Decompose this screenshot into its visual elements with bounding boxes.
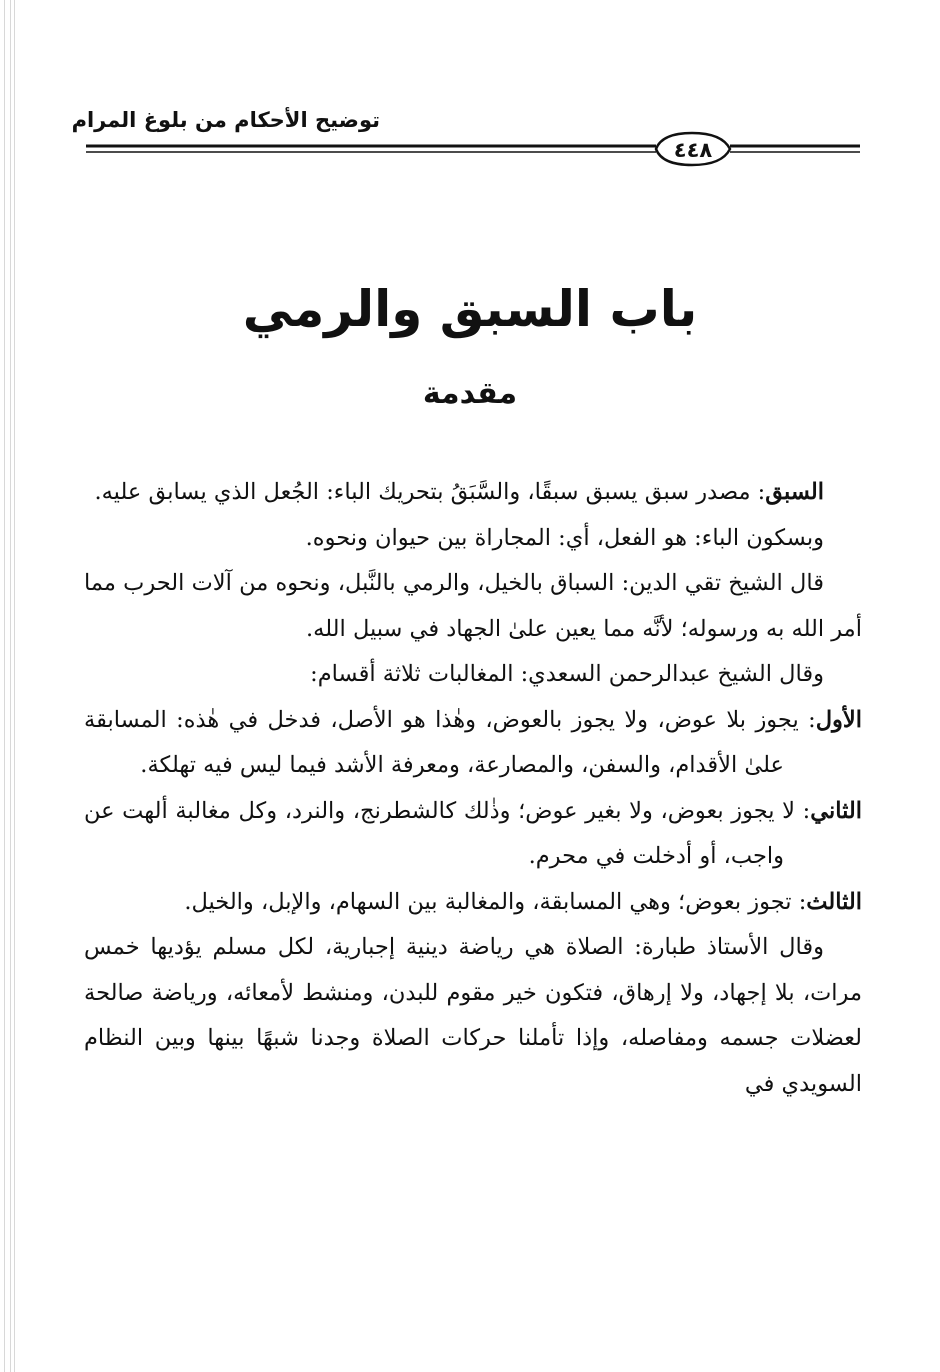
item-text: : لا يجوز بعوض، ولا بغير عوض؛ وذٰلك كالشطرنج، والنرد، وكل مغالبة ألهت عن واجب، أو أدخلت في محرم. [84, 797, 811, 869]
paragraph: وقال الشيخ عبدالرحمن السعدي: المغالبات ثلاثة أقسام: [310, 661, 824, 687]
page-edge-line [14, 0, 15, 1372]
item-label: الأول [815, 706, 862, 733]
paragraph-text: : مصدر سبق يسبق سبقًا، والسَّبَقُ بتحريك الباء: الجُعل الذي يسابق عليه. [94, 479, 766, 505]
paragraph: وقال الأستاذ طبارة: الصلاة هي رياضة دينية إجبارية، لكل مسلم يؤديها خمس مرات، بلا إجهاد، ولا إرهاق، فتكون خير مقوم للبدن، ومنشط لأمعائه، ورياضة صالحة لعضلات جسمه ومفاصله، وإذا تأملنا حركات الصلاة وجدنا شبهًا بينها وبين النظام السويدي في [84, 934, 862, 1097]
item-label: الثاني [810, 797, 862, 824]
body-text [84, 470, 862, 1107]
item-text: : تجوز بعوض؛ وهي المسابقة، والمغالبة بين السهام، والإبل، والخيل. [184, 888, 807, 915]
paragraph-definition [84, 470, 862, 516]
list-item-second [84, 789, 862, 880]
header-rule [86, 128, 860, 168]
term-label: السبق [765, 479, 824, 505]
page-edge-line [4, 0, 5, 1372]
section-title: مقدمة [422, 376, 518, 411]
item-text: : يجوز بلا عوض، ولا يجوز بالعوض، وهٰذا هو الأصل، فدخل في هٰذه: المسابقة علىٰ الأقدام، والسفن، والمصارعة، ومعرفة الأشد فيما ليس فيه تهلكة. [84, 706, 816, 778]
page-number: ٤٤٨ [673, 138, 713, 162]
paragraph: قال الشيخ تقي الدين: السباق بالخيل، والرمي بالنَّبل، ونحوه من آلات الحرب مما أمر الله به ورسوله؛ لأنَّه مما يعين علىٰ الجهاد في سبيل الله. [84, 570, 862, 642]
list-item-third [84, 880, 862, 926]
paragraph: وبسكون الباء: هو الفعل، أي: المجاراة بين حيوان ونحوه. [305, 524, 824, 551]
list-item-first [84, 698, 862, 789]
item-label: الثالث [806, 888, 862, 915]
page-edge-line [10, 0, 11, 1372]
chapter-title: باب السبق والرمي [242, 280, 698, 338]
running-header-title: توضيح الأحكام من بلوغ المرام [71, 108, 380, 132]
